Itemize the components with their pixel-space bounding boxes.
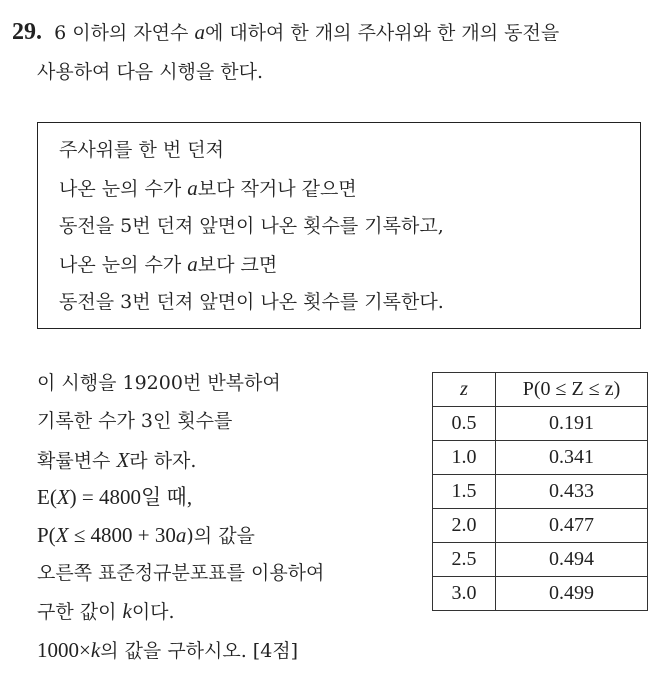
table-header <box>433 373 648 407</box>
text: 오른쪽 표준정규분포표를 이용하여 <box>37 562 325 584</box>
table-row <box>433 407 648 441</box>
normal-distribution-table <box>432 372 648 611</box>
text: 보다 크면 <box>197 254 278 276</box>
text: 이 시행을 19200번 반복하여 <box>37 372 281 394</box>
math-var: a <box>187 252 198 276</box>
box-line <box>59 252 277 277</box>
table-row <box>433 543 648 577</box>
box-line <box>59 176 357 201</box>
body-line <box>37 448 196 473</box>
text: 주사위를 한 번 던져 <box>59 139 224 161</box>
body-line <box>37 599 175 624</box>
text: 나온 눈의 수가 <box>59 178 188 200</box>
text: 이다. <box>131 601 175 623</box>
body-line <box>37 638 298 663</box>
cell: 1.0 <box>433 441 496 475</box>
math-var: a <box>194 20 205 44</box>
text: 구한 값이 <box>37 601 123 623</box>
text: ) = 4800일 때, <box>69 485 193 509</box>
text: z <box>460 378 468 400</box>
cell: 3.0 <box>433 577 496 611</box>
table-row <box>433 509 648 543</box>
box-line <box>59 214 444 238</box>
text: 보다 작거나 같으면 <box>197 178 357 200</box>
math-var: X <box>55 523 69 547</box>
problem-line-1 <box>12 20 559 45</box>
text: 6 이하의 자연수 <box>54 22 195 44</box>
cell: 0.477 <box>496 509 648 543</box>
body-line <box>37 485 192 510</box>
problem-line-2: 사용하여 다음 시행을 한다. <box>37 61 264 83</box>
problem-number: 29. <box>12 19 42 45</box>
text: ≤ 4800 + 30 <box>68 523 176 547</box>
box-line <box>59 290 444 314</box>
body-line <box>37 523 255 548</box>
text: 1000× <box>37 638 91 662</box>
cell: 0.191 <box>496 407 648 441</box>
text: )의 값을 <box>186 525 255 547</box>
cell: 0.499 <box>496 577 648 611</box>
text: 동전을 3번 던져 앞면이 나온 횟수를 기록한다. <box>59 291 444 313</box>
body-line <box>37 371 281 395</box>
box-line <box>59 138 224 162</box>
text: 확률변수 <box>37 450 117 472</box>
text: 의 값을 구하시오. [4점] <box>100 640 299 662</box>
text: 기록한 수가 3인 횟수를 <box>37 410 233 432</box>
body-line <box>37 409 232 433</box>
text: 라 하자. <box>129 450 197 472</box>
cell: 0.341 <box>496 441 648 475</box>
math-var: a <box>187 176 198 200</box>
text: 동전을 5번 던져 앞면이 나온 횟수를 기록하고, <box>59 215 444 237</box>
table-row <box>433 577 648 611</box>
header-prob: P(0 ≤ Z ≤ z) <box>496 373 648 407</box>
text: P( <box>37 523 56 547</box>
header-z <box>433 373 496 407</box>
cell: 0.5 <box>433 407 496 441</box>
cell: 0.494 <box>496 543 648 577</box>
cell: 2.0 <box>433 509 496 543</box>
table-row <box>433 441 648 475</box>
cell: 2.5 <box>433 543 496 577</box>
math-var: a <box>175 523 187 547</box>
table-row <box>433 475 648 509</box>
cell: 1.5 <box>433 475 496 509</box>
text: 나온 눈의 수가 <box>59 254 188 276</box>
text: 에 대하여 한 개의 주사위와 한 개의 동전을 <box>204 22 560 44</box>
math-var: k <box>122 599 132 623</box>
math-var: X <box>56 485 70 509</box>
cell: 0.433 <box>496 475 648 509</box>
math-var: k <box>90 638 101 662</box>
body-line <box>37 561 324 585</box>
math-var: X <box>116 448 130 472</box>
text: E( <box>37 485 57 509</box>
